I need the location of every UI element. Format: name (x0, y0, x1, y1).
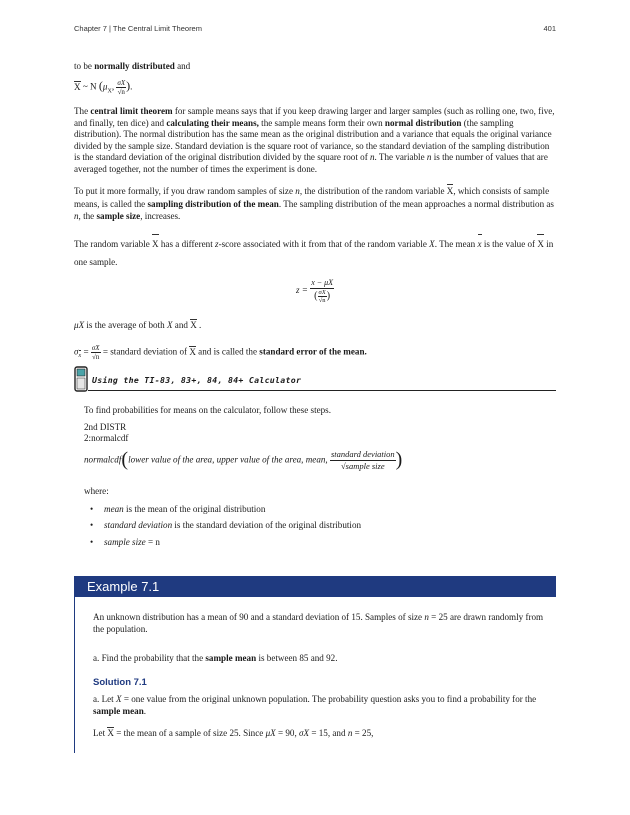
page-number: 401 (543, 24, 556, 33)
list-item: • standard deviation is the standard deviation of the original distribution (84, 520, 554, 532)
example-side-rule (74, 597, 75, 753)
section-rule (88, 390, 556, 391)
calculator-instructions: To find probabilities for means on the calculator, follow these steps. 2nd DISTR 2:normalcdf (84, 405, 331, 444)
normalcdf-formula: normalcdf(lower value of the area, upper value of the area, mean, $\frac{\text{standard deviation}}{\text{√sample size}}$ ) (84, 448, 403, 471)
formal-paragraph: To put it more formally, if you draw random samples of size n, the distribution of the random variable X, which consists of sample means, is called the sampling distribution of the mean. The sampling distribution of the mean approaches a normal distribution as n, the sample size, increases. (74, 186, 554, 221)
zscore-paragraph: The random variable X has a different z-score associated with it from that of the random variable X. The mean x is the value of X in one sample. (74, 235, 556, 271)
sigma-over-root-n: $\frac{\sigma X}{√n}$ (117, 79, 126, 96)
example-title: Example 7.1 (87, 579, 160, 594)
example-part-a: a. Find the probability that the sample mean is between 85 and 92. (93, 653, 338, 663)
page-header (74, 24, 556, 33)
standard-error-line: $\sigma_x$ = $\frac{\sigma X}{√n}$ = standard deviation of X and is called the standard error of the mean. (74, 344, 367, 361)
calculator-section-title: Using the TI-83, 83+, 84, 84+ Calculator (92, 375, 302, 385)
where-list: where: • mean is the mean of the original distribution • standard deviation is the standard deviation of the original distribution • sample size = n (84, 486, 554, 553)
definition-list (84, 504, 554, 549)
distribution-formula: X ~ N ($\mu_X$, $\frac{\sigma X}{√n}$ ). (74, 78, 133, 96)
example-header (74, 576, 556, 597)
mu-line: μX is the average of both X and X . (74, 320, 202, 330)
chapter-title: Chapter 7 | The Central Limit Theorem (74, 24, 202, 33)
list-item: • sample size = n (84, 537, 554, 549)
solution-part-a: a. Let X = one value from the original unknown population. The probability question asks you to find a probability for the sample mean. (93, 694, 537, 716)
x-bar: X (74, 81, 81, 92)
calculator-section-header (74, 366, 556, 392)
normal-dist-line: to be normally distributed and (74, 61, 191, 71)
solution-title: Solution 7.1 (93, 677, 147, 688)
example-intro: An unknown distribution has a mean of 90 and a standard deviation of 15. Samples of size n = 25 are drawn randomly from the population. (93, 612, 544, 634)
solution-let-xbar: Let X = the mean of a sample of size 25. Since μX = 90, σX = 15, and n = 25, (93, 728, 374, 738)
list-item: • mean is the mean of the original distribution (84, 504, 554, 516)
calculator-icon (74, 366, 88, 392)
z-formula: z = x − μX ( $\frac{\sigma X}{√n}$ ) (295, 278, 334, 304)
clt-paragraph: The central limit theorem for sample means says that if you keep drawing larger and larger samples (such as rolling one, two, five, and finally, ten dice) and calculating their means, the sample means form their own normal distribution (the sampling distribution). The normal distribution has the same mean as the original distribution and a variance that equals the original variance divided by the sample size. Standard deviation is the square root of variance, so the standard deviation of the sampling distribution is the standard deviation of the original distribution divided by the square root of n. The variable n is the number of values that are averaged together, not the number of times the experiment is done. (74, 106, 555, 174)
